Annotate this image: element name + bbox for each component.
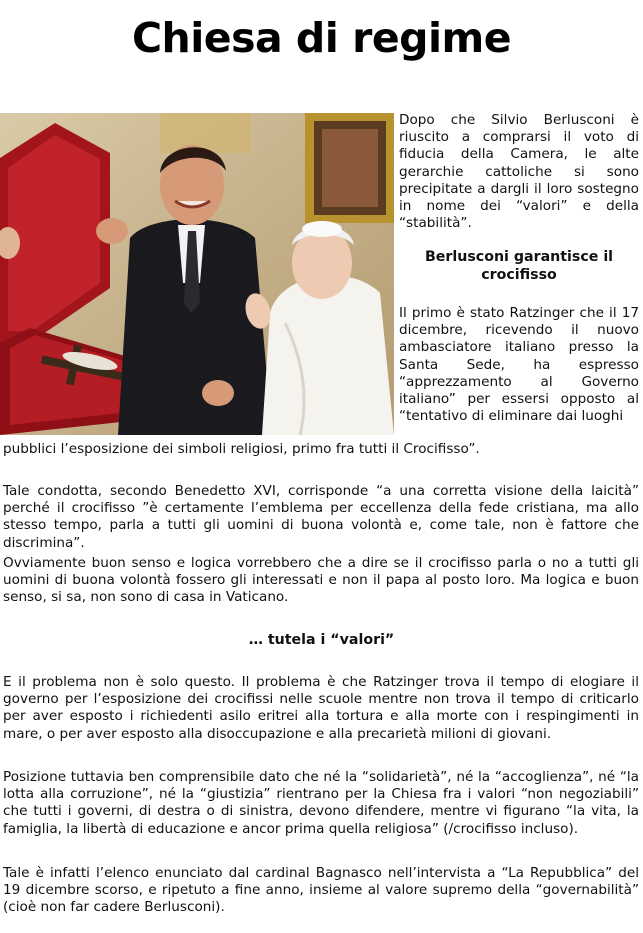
- paragraph-buon-senso: Ovviamente buon senso e logica vorrebbero che a dire se il crocifisso parla o no a tutti gli uomini di buona volontà fossero gli interessati e non il papa al posto loro. Ma logica e buon senso, si sa, non sono di casa in Vaticano.: [3, 555, 639, 606]
- photo-illustration: [0, 113, 394, 435]
- paragraph-ratzinger-right: Il primo è stato Ratzinger che il 17 dicembre, ricevendo il nuovo ambasciatore italiano presso la Santa Sede, ha espresso “apprezzamento al Governo italiano” per essersi opposto al “tentativo di eliminare dai luoghi: [399, 305, 639, 425]
- paragraph-problema: E il problema non è solo questo. Il problema è che Ratzinger trova il tempo di elogiare il governo per l’esposizione dei crocifissi nelle scuole mentre non trova il tempo di criticarlo per aver esposto i richiedenti asilo eritrei alla tortura e alla morte con i respingimenti in mare, o per aver esposto alla disoccupazione e alla precarietà milioni di giovani.: [3, 674, 639, 742]
- subheading-crocifisso: Berlusconi garantisce il crocifisso: [424, 249, 614, 283]
- paragraph-posizione: Posizione tuttavia ben comprensibile dato che né la “solidarietà”, né la “accoglienza”, né “la lotta alla corruzione”, né la “giustizia” rientrano per la Chiesa fra i valori “non negoziabili” che tutti i governi, di destra o di sinistra, devono difendere, mentre vi figurano “la vita, la famiglia, la libertà di educazione e ancor prima quella religiosa” (/crocifisso incluso).: [3, 769, 639, 837]
- intro-paragraph: Dopo che Silvio Berlusconi è riuscito a comprarsi il voto di fiducia della Camera, le alte gerarchie cattoliche si sono precipitate a dargli il loro sostegno in nome dei “valori” e della “stabilità”.: [399, 112, 639, 232]
- paragraph-bagnasco: Tale è infatti l’elenco enunciato dal cardinal Bagnasco nell’intervista a “La Repubblica” del 19 dicembre scorso, e ripetuto a fine anno, insieme al valore supremo della “governabilità” (cioè non far cadere Berlusconi).: [3, 865, 639, 916]
- crucifix-gift-photo: [0, 113, 394, 435]
- paragraph-ratzinger-continued: pubblici l’esposizione dei simboli religiosi, primo fra tutti il Crocifisso”.: [3, 441, 480, 457]
- paragraph-benedetto: Tale condotta, secondo Benedetto XVI, corrisponde “a una corretta visione della laicità” perché il crocifisso ”è certamente l’emblema per eccellenza della fede cristiana, ma allo stesso tempo, parla a tutti gli uomini di buona volontà e, come tale, non è fattore che discrimina”.: [3, 483, 639, 551]
- subheading-valori: … tutela i “valori”: [248, 632, 395, 648]
- page-title: Chiesa di regime: [131, 14, 512, 62]
